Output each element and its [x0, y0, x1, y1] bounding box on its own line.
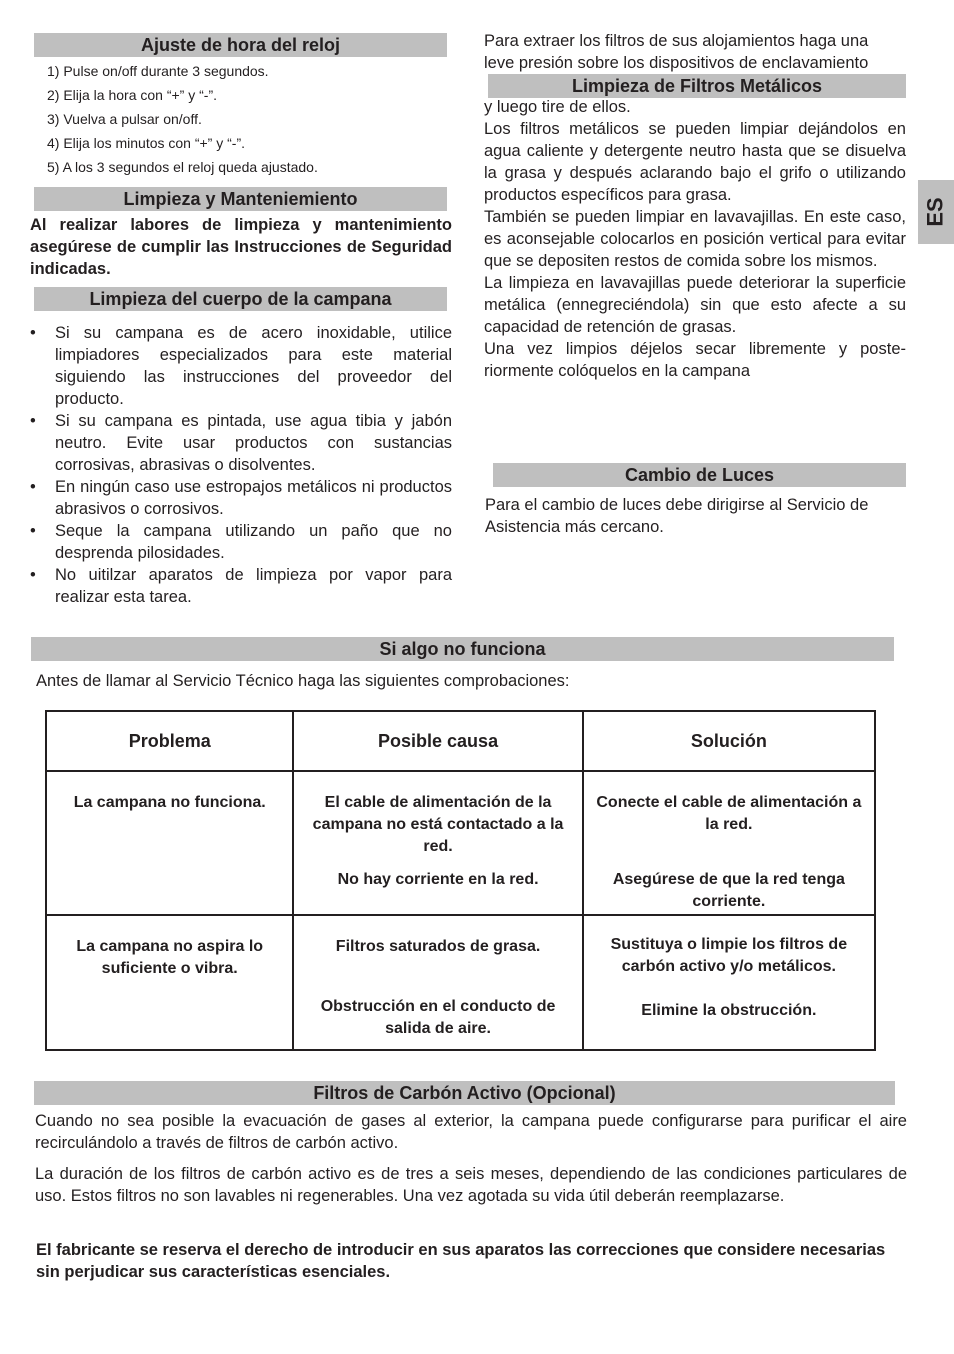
- metal-filters-paragraph: La limpieza en lavavajillas puede deteriorar la superficie metálica (ennegreciéndola) sin que esto afecte a su capacidad de retención de grasas.: [484, 274, 906, 336]
- solution-text: Conecte el cable de alimentación a la red.: [596, 794, 862, 833]
- clock-step: 5) A los 3 segundos el reloj queda ajustado.: [47, 159, 318, 175]
- problem-text: La campana no funciona.: [73, 794, 266, 811]
- language-tab: [918, 180, 954, 244]
- bullet-icon: •: [30, 522, 36, 540]
- column-header-cause: Posible causa: [293, 711, 582, 771]
- list-item-text: Si su campana es de acero inoxidable, utilice limpiadores especializados para este material siguiendo las instrucciones del proveedor del producto.: [55, 324, 452, 408]
- list-item: [30, 322, 452, 410]
- solution-text: Elimine la obstrucción.: [641, 1002, 817, 1019]
- column-header-solution: Solución: [583, 711, 875, 771]
- list-item: [30, 410, 452, 476]
- metal-filters-paragraph: También se pueden limpiar en lavavajillas. En este caso, es aconsejable colocarlos en posición vertical para evitar que se depositen restos de comida sobre los mismos.: [484, 208, 906, 270]
- cause-text: No hay corriente en la red.: [337, 871, 539, 888]
- clock-step: 2) Elija la hora con “+” y “-”.: [47, 87, 217, 103]
- solution-cell: [583, 915, 875, 1050]
- clock-step: 3) Vuelva a pulsar on/off.: [47, 111, 202, 127]
- table-row: [46, 915, 875, 1050]
- problem-cell: [46, 915, 293, 1050]
- problem-cell: [46, 771, 293, 915]
- bullet-icon: •: [30, 478, 36, 496]
- carbon-paragraph-1: Cuando no sea posible la evacuación de gases al exterior, la campana puede configurarse para purificar el aire recirculándolo a través de filtros de carbón activo.: [35, 1112, 907, 1152]
- body-cleaning-list: [30, 322, 452, 608]
- list-item-text: No uitilzar aparatos de limpieza por vapor para realizar esta tarea.: [55, 566, 452, 606]
- list-item: [30, 564, 452, 608]
- metal-filters-heading: Limpieza de Filtros Metálicos: [488, 74, 906, 98]
- troubleshoot-table: [45, 710, 876, 1051]
- troubleshoot-intro: Antes de llamar al Servicio Técnico haga las siguientes comprobaciones:: [36, 672, 570, 690]
- carbon-heading: Filtros de Carbón Activo (Opcional): [34, 1081, 895, 1105]
- language-tab-label: ES: [922, 197, 948, 227]
- cause-cell: [293, 771, 582, 915]
- solution-text: Asegúrese de que la red tenga corriente.: [612, 871, 845, 910]
- bullet-icon: •: [30, 324, 36, 342]
- manufacturer-notice: El fabricante se reserva el derecho de introducir en sus aparatos las correcciones que considere necesarias sin perjudicar sus características esenciales.: [36, 1241, 886, 1281]
- table-header-row: [46, 711, 875, 771]
- list-item: [30, 476, 452, 520]
- solution-cell: [583, 771, 875, 915]
- cause-text: El cable de alimentación de la campana no está contactado a la red.: [312, 794, 564, 855]
- clock-step: 4) Elija los minutos con “+” y “-”.: [47, 135, 245, 151]
- list-item: [30, 520, 452, 564]
- bullet-icon: •: [30, 412, 36, 430]
- maintenance-heading: Limpieza y Manteniemiento: [34, 187, 447, 211]
- maintenance-warning: Al realizar labores de limpieza y mantenimiento asegúrese de cumplir las Instrucciones de Seguridad indicadas.: [30, 216, 452, 278]
- metal-filters-paragraph: Los filtros metálicos se pueden limpiar dejándolos en agua caliente y detergente neutro hasta que se disuelva la grasa y después aclarando bajo el grifo o utilizando productos específicos para grasa.: [484, 120, 906, 204]
- list-item-text: Seque la campana utilizando un paño que no desprenda pilosidades.: [55, 522, 452, 562]
- body-cleaning-heading: Limpieza del cuerpo de la campana: [34, 287, 447, 311]
- cause-text: Filtros saturados de grasa.: [335, 938, 541, 955]
- cause-cell: [293, 915, 582, 1050]
- carbon-paragraph-2: La duración de los filtros de carbón activo es de tres a seis meses, dependiendo de las condiciones particulares de uso. Estos filtros no son lavables ni regenerables. Una vez agotada su vida útil deberán reemplazarse.: [35, 1165, 907, 1205]
- clock-step: 1) Pulse on/off durante 3 segundos.: [47, 63, 269, 79]
- lights-heading: Cambio de Luces: [493, 463, 906, 487]
- metal-filters-paragraph: Una vez limpios déjelos secar libremente y poste-riormente colóquelos en la campana: [484, 340, 906, 380]
- metal-filters-text: [484, 96, 906, 382]
- table-row: [46, 771, 875, 915]
- lights-text: Para el cambio de luces debe dirigirse al Servicio de Asistencia más cercano.: [485, 496, 869, 536]
- metal-filters-intro-line1: Para extraer los filtros de sus alojamientos haga una: [484, 32, 869, 50]
- solution-text: Sustituya o limpie los filtros de carbón activo y/o metálicos.: [610, 936, 848, 975]
- list-item-text: En ningún caso use estropajos metálicos ni productos abrasivos o corrosivos.: [55, 478, 452, 518]
- cause-text: Obstrucción en el conducto de salida de aire.: [320, 998, 556, 1037]
- clock-heading: Ajuste de hora del reloj: [34, 33, 447, 57]
- list-item-text: Si su campana es pintada, use agua tibia y jabón neutro. Evite usar productos con sustancias corrosivas, abrasivas o disolventes.: [55, 412, 452, 474]
- bullet-icon: •: [30, 566, 36, 584]
- column-header-problem: Problema: [46, 711, 293, 771]
- metal-filters-intro-line3: y luego tire de ellos.: [484, 98, 631, 116]
- problem-text: La campana no aspira lo suficiente o vibra.: [76, 938, 264, 977]
- metal-filters-intro-line2: leve presión sobre los dispositivos de enclavamiento: [484, 54, 869, 72]
- troubleshoot-heading: Si algo no funciona: [31, 637, 894, 661]
- clock-steps: [47, 61, 447, 181]
